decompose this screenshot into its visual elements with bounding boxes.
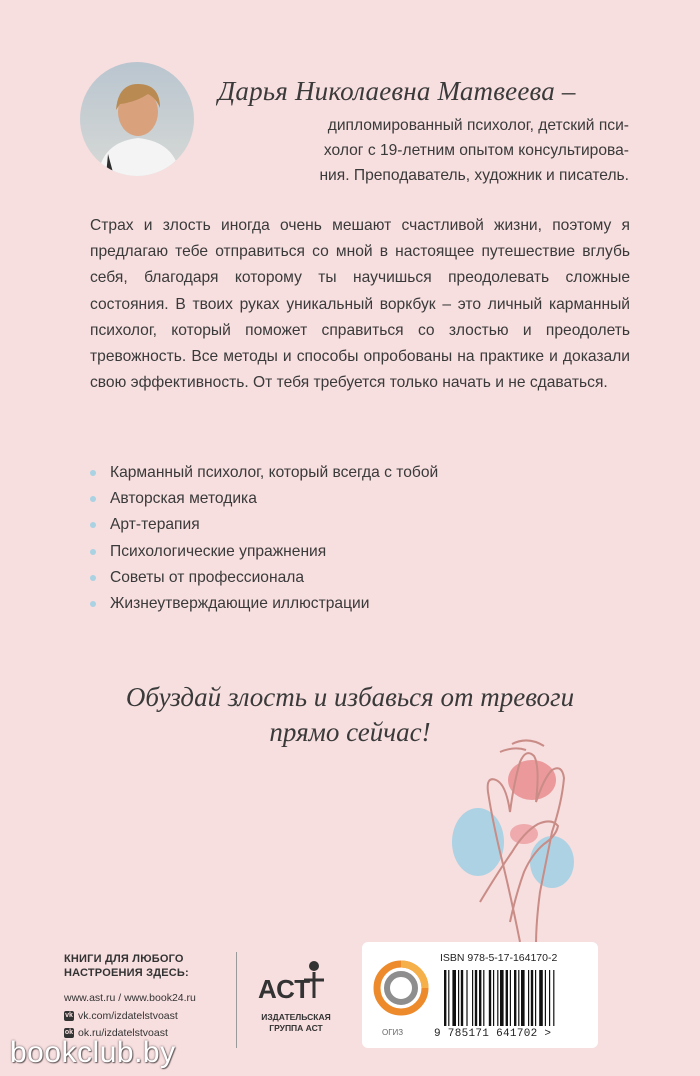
list-item [90,539,438,565]
barcode-bar [549,970,550,1026]
vk-link-text: vk.com/izdatelstvoast [78,1010,178,1022]
slogan-line: Обуздай злость и избавься от тревоги [125,682,575,712]
author-bio [224,113,629,188]
barcode-bar [472,970,473,1026]
barcode-bar [444,970,446,1026]
footer-heading [64,952,189,980]
barcode-bar [458,970,459,1026]
isbn-box [362,942,598,1048]
vk-link[interactable] [64,1010,178,1022]
barcode-bar [479,970,481,1026]
barcode-bar [497,970,498,1026]
barcode-bar [461,970,463,1026]
ogiz-logo [370,956,432,1022]
barcode-digits: 9 785171 641702 > [434,1028,552,1040]
isbn-number: ISBN 978-5-17-164170-2 [440,952,558,964]
publisher-logo-text: АСТ [258,974,311,1004]
barcode-bar [518,970,519,1026]
author-photo [80,62,194,176]
publisher-name [246,1012,346,1034]
barcode-bar [514,970,516,1026]
barcode-bar [448,970,449,1026]
bullet-icon [90,522,96,528]
barcode-bar [466,970,467,1026]
list-item [90,460,438,486]
barcode-bar [521,970,525,1026]
barcode-bar [475,970,477,1026]
barcode-bar [545,970,546,1026]
barcode-bar [452,970,456,1026]
bullet-icon [90,549,96,555]
bullet-icon [90,496,96,502]
publisher-name-line: ГРУППА АСТ [269,1023,323,1033]
feature-label: Карманный психолог, который всегда с тобой [110,464,439,481]
barcode-bar [483,970,484,1026]
feature-label: Советы от профессионала [110,568,305,586]
list-item [90,591,438,617]
hands-illustration [440,722,600,952]
barcode-bar [531,970,533,1026]
footer-sites-link[interactable]: www.ast.ru / www.book24.ru [64,992,196,1004]
intro-paragraph: Страх и злость иногда очень мешают счастливой жизни, поэтому я предлагаю тебе отправиться со мной в настоящее путешествие вглубь себя, благодаря которому ты научишься преодолевать сложные состояния. В твоих руках уникальный воркбук – это личный карманный психолог, который поможет справиться со злостью и преодолеть тревожность. Все методы и способы опробованы на практике и доказали свою эффективность. От тебя требуется только начать и не сдаваться. [90,217,630,392]
footer-divider [236,952,237,1048]
list-item [90,486,438,512]
list-item [90,565,438,591]
ok-icon: ok [64,1029,74,1036]
bullet-icon [90,575,96,581]
ok-link-text: ok.ru/izdatelstvoast [78,1027,168,1039]
author-bio-text: дипломированный психолог, детский пси- холог с 19-летним опытом консультирова- ния. Преподаватель, художник и писатель. [319,117,629,184]
barcode-bar [489,970,491,1026]
bullet-icon [90,601,96,607]
vk-icon: vk [65,1012,73,1019]
feature-label: Арт-терапия [110,516,200,534]
barcode-bar [535,970,536,1026]
barcode-bar [493,970,494,1026]
publisher-name-line: ИЗДАТЕЛЬСКАЯ [261,1012,331,1022]
feature-label: Жизнеутверждающие иллюстрации [110,594,370,612]
barcode-bar [553,970,554,1026]
barcode-bar [510,970,511,1026]
feature-label: Авторская методика [110,490,257,508]
watermark: bookclub.by [10,1036,176,1069]
barcode-bar [539,970,543,1026]
barcode-bar [528,970,529,1026]
ogiz-label: ОГИЗ [382,1028,404,1037]
barcode [442,970,592,1026]
slogan-line: прямо сейчас! [269,717,431,747]
author-name: Дарья Николаевна Матвеева – [218,76,576,106]
footer-heading-line: НАСТРОЕНИЯ ЗДЕСЬ: [64,967,189,979]
feature-label: Психологические упражнения [110,542,327,560]
publisher-logo [252,954,332,1008]
barcode-bar [506,970,508,1026]
bullet-icon [90,470,96,476]
list-item [90,512,438,538]
footer-heading-line: КНИГИ ДЛЯ ЛЮБОГО [64,953,184,965]
feature-list [90,460,438,617]
barcode-bar [500,970,504,1026]
